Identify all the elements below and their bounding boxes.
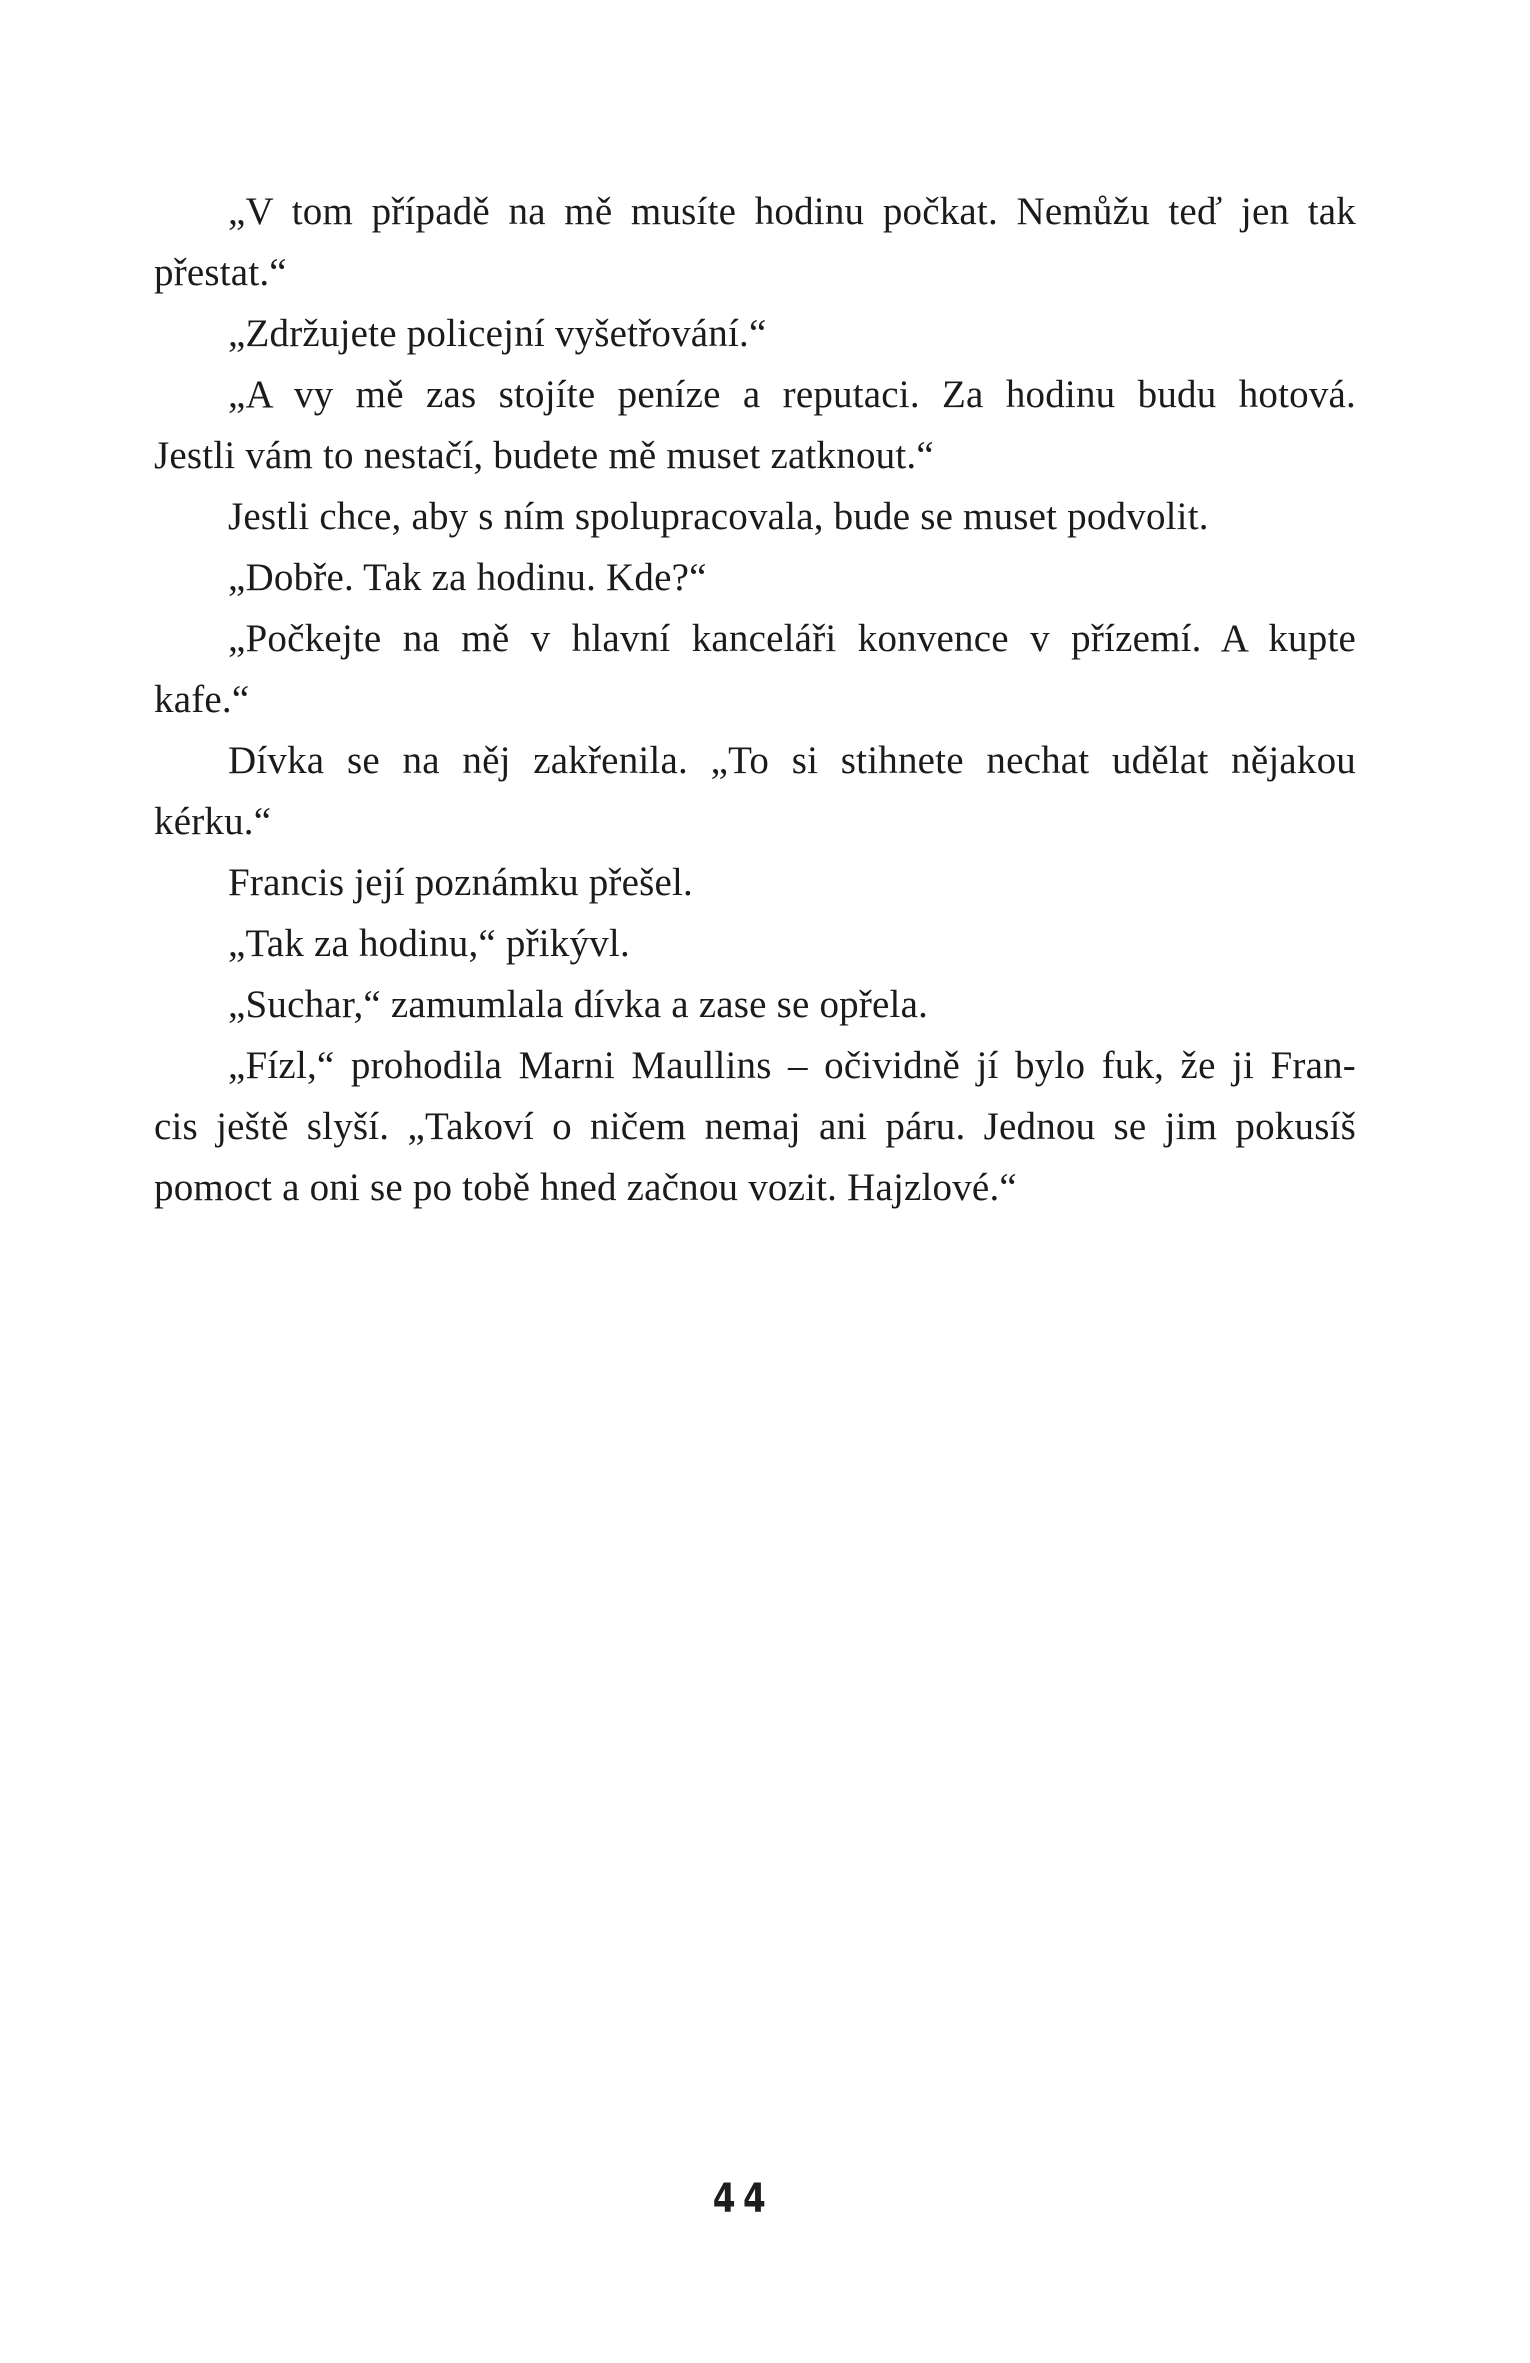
text-line: Dívka se na něj zakřenila. „To si stihnete nechat udělat nějakou (228, 739, 1356, 782)
text-line: přestat.“ (154, 251, 287, 294)
paragraph (154, 303, 1356, 364)
text-line: „Zdržujete policejní vyšetřování.“ (228, 312, 767, 355)
text-line: „Fízl,“ prohodila Marni Maullins – očividně jí bylo fuk, že ji Fran- (228, 1044, 1356, 1087)
text-line: Jestli chce, aby s ním spolupracovala, bude se muset podvolit. (228, 495, 1209, 538)
text-line: kérku.“ (154, 800, 272, 843)
text-line: „A vy mě zas stojíte peníze a reputaci. Za hodinu budu hotová. (228, 373, 1356, 416)
paragraph (154, 181, 1356, 303)
text-line: cis ještě slyší. „Takoví o ničem nemaj ani páru. Jednou se jim pokusíš (154, 1105, 1356, 1148)
text-line: Francis její poznámku přešel. (228, 861, 694, 904)
text-line: Jestli vám to nestačí, budete mě muset zatknout.“ (154, 434, 934, 477)
text-line: „Tak za hodinu,“ přikývl. (228, 922, 630, 965)
page-number: 44 (712, 2176, 774, 2222)
paragraph (154, 608, 1356, 730)
paragraph (154, 486, 1356, 547)
paragraph (154, 852, 1356, 913)
paragraph (154, 547, 1356, 608)
text-line: „Počkejte na mě v hlavní kanceláři konvence v přízemí. A kupte (228, 617, 1356, 660)
paragraph (154, 730, 1356, 852)
text-line: kafe.“ (154, 678, 250, 721)
paragraph (154, 1035, 1356, 1218)
text-line: „Dobře. Tak za hodinu. Kde?“ (228, 556, 707, 599)
page-text (154, 181, 1356, 1218)
text-line: „Suchar,“ zamumlala dívka a zase se opřela. (228, 983, 929, 1026)
text-line: pomoct a oni se po tobě hned začnou vozit. Hajzlové.“ (154, 1166, 1017, 1209)
text-line: „V tom případě na mě musíte hodinu počkat. Nemůžu teď jen tak (228, 190, 1356, 233)
paragraph (154, 913, 1356, 974)
paragraph (154, 974, 1356, 1035)
paragraph (154, 364, 1356, 486)
